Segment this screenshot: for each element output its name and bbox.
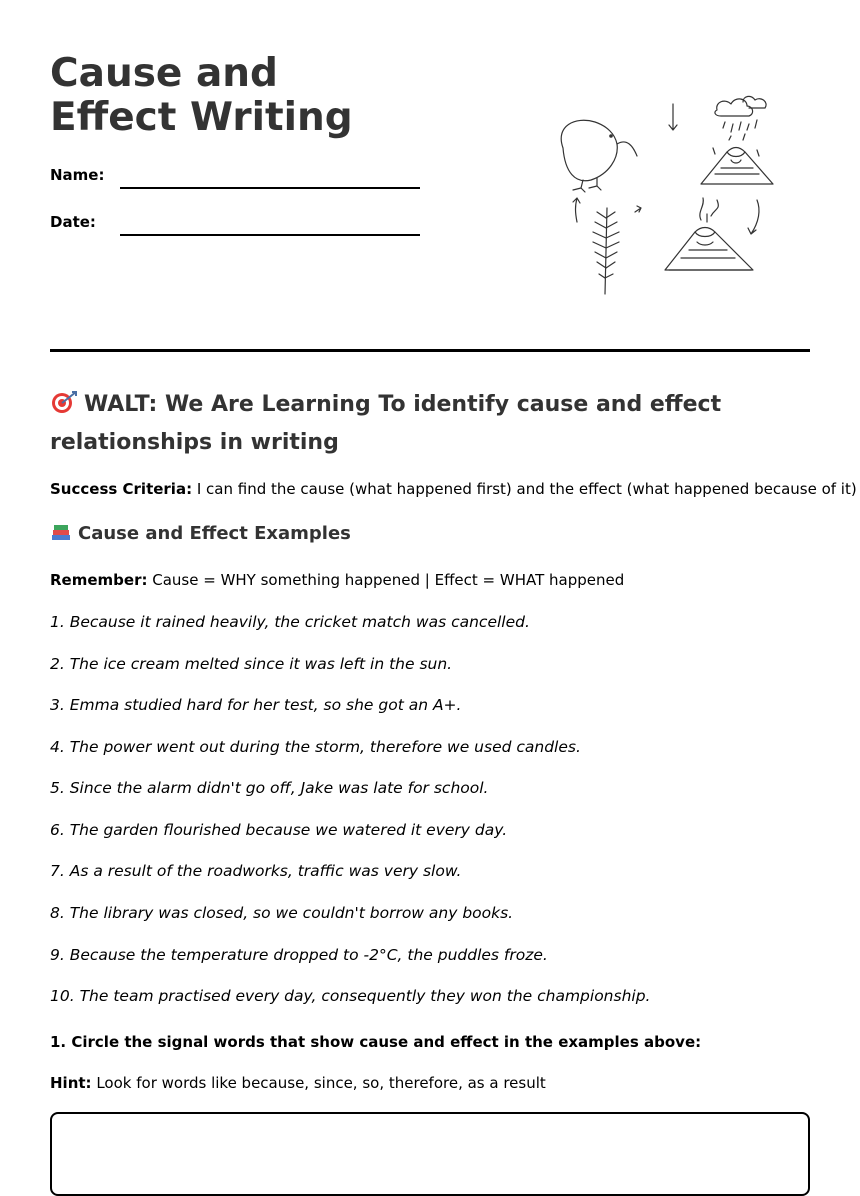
example-item: 3. Emma studied hard for her test, so she got an A+. bbox=[50, 696, 462, 714]
question-1: 1. Circle the signal words that show cause and effect in the examples above: bbox=[50, 1033, 702, 1051]
example-item: 10. The team practised every day, consequently they won the championship. bbox=[50, 987, 651, 1005]
example-item: 8. The library was closed, so we couldn't borrow any books. bbox=[50, 904, 514, 922]
hint-label: Hint: bbox=[50, 1074, 92, 1092]
walt-heading bbox=[50, 386, 810, 462]
examples-heading bbox=[50, 522, 351, 544]
section-divider bbox=[50, 349, 810, 352]
worksheet-title-text: Cause and Effect Writing bbox=[50, 51, 353, 140]
name-label: Name: bbox=[50, 166, 105, 184]
remember-note bbox=[50, 571, 820, 589]
success-criteria-label: Success Criteria: bbox=[50, 480, 193, 498]
example-item: 9. Because the temperature dropped to -2°C, the puddles froze. bbox=[50, 946, 548, 964]
example-item: 2. The ice cream melted since it was left in the sun. bbox=[50, 655, 453, 673]
date-label: Date: bbox=[50, 213, 96, 231]
date-field[interactable] bbox=[120, 234, 420, 236]
books-icon bbox=[50, 522, 72, 542]
life-cycle-illustration bbox=[545, 88, 795, 303]
remember-text: Cause = WHY something happened | Effect = WHAT happened bbox=[152, 571, 625, 589]
arrow-curve-icon bbox=[748, 200, 759, 234]
example-item: 6. The garden flourished because we watered it every day. bbox=[50, 821, 508, 839]
worksheet-title bbox=[50, 52, 410, 140]
example-item: 4. The power went out during the storm, therefore we used candles. bbox=[50, 738, 581, 756]
example-item: 7. As a result of the roadworks, traffic was very slow. bbox=[50, 862, 462, 880]
hint bbox=[50, 1074, 546, 1092]
name-field[interactable] bbox=[120, 187, 420, 189]
remember-label: Remember: bbox=[50, 571, 148, 589]
cloud-icon bbox=[715, 96, 766, 140]
example-item: 1. Because it rained heavily, the cricket match was cancelled. bbox=[50, 613, 530, 631]
target-icon bbox=[50, 390, 78, 414]
erupting-volcano-icon bbox=[665, 198, 753, 270]
examples-heading-text: Cause and Effect Examples bbox=[78, 523, 351, 544]
hint-text: Look for words like because, since, so, therefore, as a result bbox=[96, 1074, 546, 1092]
arrow-down-icon bbox=[669, 104, 677, 130]
volcano-icon bbox=[701, 148, 773, 185]
kiwi-bird-icon bbox=[561, 120, 637, 192]
walt-text: WALT: We Are Learning To identify cause and effect relationships in writing bbox=[50, 392, 722, 455]
success-criteria-text: I can find the cause (what happened first) and the effect (what happened because of it) bbox=[196, 480, 857, 498]
success-criteria bbox=[50, 480, 857, 498]
example-item: 5. Since the alarm didn't go off, Jake was late for school. bbox=[50, 779, 489, 797]
fern-icon bbox=[593, 208, 619, 294]
answer-box[interactable] bbox=[50, 1112, 810, 1196]
